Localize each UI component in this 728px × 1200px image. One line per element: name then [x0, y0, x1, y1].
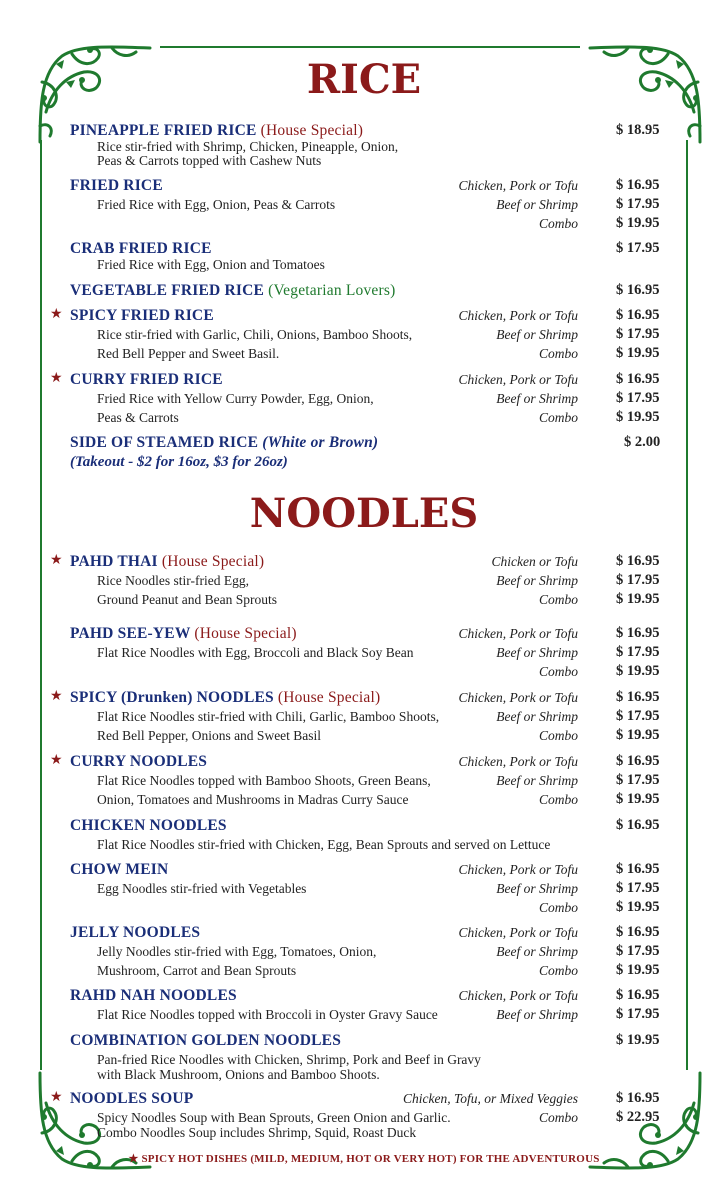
item-option: Chicken, Tofu, or Mixed Veggies [403, 1091, 578, 1106]
spicy-star-icon: ★ [50, 370, 63, 386]
item-price: $ 19.95 [616, 1032, 660, 1048]
item-option: Chicken, Pork or Tofu [458, 372, 578, 387]
item-price: $ 19.95 [616, 215, 660, 231]
item-description: Egg Noodles stir-fried with Vegetables [97, 881, 307, 896]
item-description: Flat Rice Noodles with Egg, Broccoli and Black Soy Bean [97, 645, 414, 660]
item-description: Flat Rice Noodles topped with Broccoli in Oyster Gravy Sauce [97, 1007, 438, 1022]
item-price: $ 19.95 [616, 791, 660, 807]
item-description: Red Bell Pepper, Onions and Sweet Basil [97, 728, 322, 743]
item-option: Beef or Shrimp [496, 573, 578, 588]
spicy-star-icon: ★ [50, 552, 63, 568]
item-price: $ 17.95 [616, 390, 660, 406]
item-option: Combo [538, 1110, 578, 1125]
item-name: PAHD SEE-YEW (House Special) [70, 625, 297, 642]
item-description: Combo Noodles Soup includes Shrimp, Squid, Roast Duck [97, 1125, 417, 1140]
item-name: PINEAPPLE FRIED RICE (House Special) [70, 122, 364, 139]
item-option: Combo [538, 346, 578, 361]
item-description: Rice Noodles stir-fried Egg, [97, 573, 249, 588]
item-option: Beef or Shrimp [496, 645, 578, 660]
item-name: RAHD NAH NOODLES [70, 987, 237, 1004]
item-price: $ 19.95 [616, 663, 660, 679]
item-price: $ 16.95 [616, 987, 660, 1003]
item-description: Fried Rice with Egg, Onion and Tomatoes [97, 257, 325, 272]
item-price: $ 16.95 [616, 753, 660, 769]
item-description: Flat Rice Noodles stir-fried with Chili, Garlic, Bamboo Shoots, [97, 709, 440, 724]
item-price: $ 16.95 [616, 371, 660, 387]
item-option: Beef or Shrimp [496, 773, 578, 788]
item-price: $ 17.95 [616, 326, 660, 342]
item-name: CHICKEN NOODLES [70, 817, 227, 834]
item-price: $ 17.95 [616, 772, 660, 788]
item-name: COMBINATION GOLDEN NOODLES [70, 1032, 342, 1049]
item-price: $ 16.95 [616, 307, 660, 323]
item-description: Ground Peanut and Bean Sprouts [97, 592, 277, 607]
item-option: Chicken, Pork or Tofu [458, 626, 578, 641]
rice-section-title: RICE [306, 56, 422, 103]
item-option: Chicken, Pork or Tofu [458, 308, 578, 323]
item-option: Combo [538, 592, 578, 607]
item-option: Chicken, Pork or Tofu [458, 178, 578, 193]
item-price: $ 16.95 [616, 553, 660, 569]
item-description: Flat Rice Noodles stir-fried with Chicken, Egg, Bean Sprouts and served on Lettuce [97, 837, 551, 852]
item-description: Rice stir-fried with Shrimp, Chicken, Pineapple, Onion, [97, 139, 399, 154]
item-description: Mushroom, Carrot and Bean Sprouts [97, 963, 297, 978]
item-option: Beef or Shrimp [496, 197, 578, 212]
item-description: Rice stir-fried with Garlic, Chili, Onions, Bamboo Shoots, [97, 327, 413, 342]
item-option: Beef or Shrimp [496, 881, 578, 896]
spicy-star-icon: ★ [50, 1089, 63, 1105]
item-description: Onion, Tomatoes and Mushrooms in Madras Curry Sauce [97, 792, 409, 807]
item-description: Pan-fried Rice Noodles with Chicken, Shrimp, Pork and Beef in Gravy [97, 1052, 481, 1067]
item-name: CURRY NOODLES [70, 753, 208, 770]
item-price: $ 18.95 [616, 122, 660, 138]
item-price: $ 16.95 [616, 861, 660, 877]
item-option: Chicken, Pork or Tofu [458, 925, 578, 940]
item-price: $ 16.95 [616, 1090, 660, 1106]
item-name: SIDE OF STEAMED RICE (White or Brown) [70, 434, 379, 451]
item-option: Combo [538, 963, 578, 978]
item-option: Beef or Shrimp [496, 944, 578, 959]
item-option: Combo [538, 728, 578, 743]
item-price: $ 16.95 [616, 177, 660, 193]
spicy-legend-footer: ★ SPICY HOT DISHES (MILD, MEDIUM, HOT OR VERY HOT) FOR THE ADVENTUROUS [128, 1153, 600, 1165]
item-description: Flat Rice Noodles topped with Bamboo Shoots, Green Beans, [97, 773, 431, 788]
takeout-note: (Takeout - $2 for 16oz, $3 for 26oz) [70, 454, 288, 470]
item-price: $ 17.95 [616, 880, 660, 896]
item-price: $ 19.95 [616, 345, 660, 361]
item-price: $ 16.95 [616, 817, 660, 833]
item-name: PAHD THAI (House Special) [70, 553, 265, 570]
item-option: Chicken, Pork or Tofu [458, 690, 578, 705]
item-description: Fried Rice with Yellow Curry Powder, Egg, Onion, [97, 391, 374, 406]
item-price: $ 16.95 [616, 924, 660, 940]
item-price: $ 16.95 [616, 282, 660, 298]
item-price: $ 19.95 [616, 727, 660, 743]
item-option: Chicken, Pork or Tofu [458, 988, 578, 1003]
item-name: SPICY FRIED RICE [70, 307, 214, 324]
item-option: Chicken, Pork or Tofu [458, 862, 578, 877]
item-price: $ 22.95 [616, 1109, 660, 1125]
item-name: CHOW MEIN [70, 861, 169, 878]
item-name: NOODLES SOUP [70, 1090, 194, 1107]
item-price: $ 19.95 [616, 591, 660, 607]
item-description: with Black Mushroom, Onions and Bamboo Shoots. [97, 1067, 380, 1082]
item-option: Beef or Shrimp [496, 1007, 578, 1022]
item-price: $ 19.95 [616, 409, 660, 425]
item-price: $ 17.95 [616, 240, 660, 256]
item-description: Spicy Noodles Soup with Bean Sprouts, Green Onion and Garlic. [97, 1110, 451, 1125]
item-description: Peas & Carrots topped with Cashew Nuts [97, 153, 322, 168]
item-price: $ 19.95 [616, 962, 660, 978]
spicy-star-icon: ★ [50, 752, 63, 768]
item-description: Red Bell Pepper and Sweet Basil. [97, 346, 280, 361]
item-name: SPICY (Drunken) NOODLES (House Special) [70, 689, 381, 706]
top-border [160, 46, 580, 48]
item-price: $ 17.95 [616, 1006, 660, 1022]
item-name: JELLY NOODLES [70, 924, 201, 941]
spicy-star-icon: ★ [50, 306, 63, 322]
item-option: Beef or Shrimp [496, 391, 578, 406]
item-price: $ 2.00 [624, 434, 661, 450]
item-option: Combo [538, 410, 578, 425]
item-price: $ 19.95 [616, 899, 660, 915]
item-option: Combo [538, 664, 578, 679]
item-price: $ 17.95 [616, 572, 660, 588]
item-option: Chicken or Tofu [491, 554, 578, 569]
item-price: $ 17.95 [616, 644, 660, 660]
spicy-star-icon: ★ [50, 688, 63, 704]
item-option: Chicken, Pork or Tofu [458, 754, 578, 769]
item-name: CURRY FRIED RICE [70, 371, 223, 388]
item-price: $ 16.95 [616, 625, 660, 641]
item-name: VEGETABLE FRIED RICE (Vegetarian Lovers) [70, 282, 396, 299]
item-name: FRIED RICE [70, 177, 163, 194]
item-name: CRAB FRIED RICE [70, 240, 212, 257]
item-price: $ 17.95 [616, 708, 660, 724]
item-option: Beef or Shrimp [496, 327, 578, 342]
item-option: Combo [538, 900, 578, 915]
item-description: Peas & Carrots [97, 410, 179, 425]
item-price: $ 16.95 [616, 689, 660, 705]
item-description: Jelly Noodles stir-fried with Egg, Tomatoes, Onion, [97, 944, 377, 959]
item-price: $ 17.95 [616, 943, 660, 959]
noodles-section-title: NOODLES [249, 490, 479, 537]
item-price: $ 17.95 [616, 196, 660, 212]
item-option: Beef or Shrimp [496, 709, 578, 724]
item-option: Combo [538, 792, 578, 807]
item-option: Combo [538, 216, 578, 231]
item-description: Fried Rice with Egg, Onion, Peas & Carrots [97, 197, 336, 212]
